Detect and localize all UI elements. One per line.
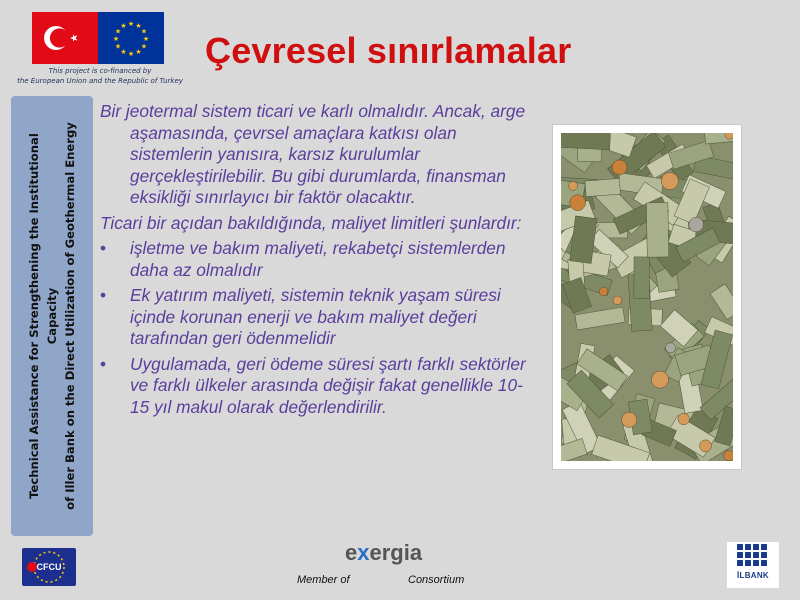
exergia-x: x — [357, 540, 370, 565]
coin-shape — [599, 287, 608, 296]
coin-shape — [678, 413, 690, 425]
banknote-shape — [634, 257, 650, 298]
eu-star-icon: ★ — [140, 42, 148, 51]
coin-shape — [666, 343, 676, 353]
cofinance-note — [0, 66, 200, 86]
eu-star-icon: ★ — [127, 20, 135, 28]
exergia-rest: ergia — [369, 540, 423, 565]
bullet-text: Ek yatırım maliyeti, sistemin teknik yaşam süresi içinde korunan enerji ve bakım maliyet değeri tarafından geri ödenmelidir — [130, 285, 501, 348]
coin-shape — [569, 181, 578, 190]
money-collage-image — [552, 124, 742, 470]
exergia-logo — [345, 540, 465, 566]
sidebar-line-2: of Iller Bank on the Direct Utilization of Geothermal Energy — [63, 122, 77, 510]
paragraph-cost-limits: Ticari bir açıdan bakıldığında, maliyet limitleri şunlardır: — [100, 212, 522, 233]
ilbank-label: İLBANK — [736, 571, 770, 580]
exergia-prefix: e — [345, 540, 358, 565]
slide-body — [100, 101, 540, 422]
bullet-marker: • — [100, 285, 107, 305]
eu-star-icon: ★ — [142, 35, 150, 43]
bullet-item — [100, 354, 540, 419]
banknote-shape — [646, 203, 668, 258]
partner-flags — [32, 12, 164, 64]
bullet-item — [100, 238, 540, 281]
turkey-flag-icon — [32, 12, 98, 64]
eu-flag-icon — [98, 12, 164, 64]
paragraph-commercial: Bir jeotermal sistem ticari ve karlı olmalıdır. Ancak, arge aşamasında, çevrsel amaçlara katkısı olan sistemlerin yanısıra, karsız kurulumlar gerçekleştirilebilir. Bu gibi durumlarda, finansman eksikliği sınırlayıcı bir faktör olacaktır. — [100, 101, 526, 207]
cfcu-label: CFCU — [36, 562, 62, 572]
coin-shape — [622, 412, 637, 427]
eu-star-icon: ★ — [135, 48, 142, 56]
coin-shape — [661, 172, 678, 189]
eu-star-icon: ★ — [112, 35, 120, 43]
coin-shape — [612, 160, 627, 175]
bullet-text: Uygulamada, geri ödeme süresi şartı farklı sektörler ve farklı ülkeler arasında değişir fakat genellikle 10-15 yıl makul olarak değerlendirilir. — [130, 353, 526, 417]
banknote-shape — [585, 178, 620, 196]
eu-star-icon: ★ — [140, 27, 148, 36]
project-sidebar-text — [25, 106, 79, 526]
coin-shape — [613, 296, 622, 305]
coin-shape — [570, 195, 586, 211]
eu-star-icon: ★ — [114, 27, 122, 36]
cfcu-logo — [22, 548, 76, 586]
eu-star-icon: ★ — [114, 42, 122, 51]
banknote-shape — [561, 133, 611, 150]
bullet-item — [100, 285, 540, 350]
consortium-label: Consortium — [408, 574, 465, 586]
coin-shape — [651, 371, 668, 388]
coin-shape — [700, 440, 712, 452]
sidebar-line-1: Technical Assistance for Strengthening the Institutional Capacity — [27, 133, 59, 499]
bullet-text: işletme ve bakım maliyeti, rekabetçi sistemlerden daha az olmalıdır — [130, 238, 506, 280]
eu-star-icon: ★ — [120, 22, 127, 30]
coin-shape — [724, 450, 733, 461]
coin-shape — [689, 217, 704, 232]
bullet-marker: • — [100, 238, 107, 258]
ilbank-logo — [727, 542, 779, 588]
eu-star-icon: ★ — [135, 22, 142, 30]
cofinance-line-1: This project is co-financed by — [48, 67, 152, 75]
eu-star-icon: ★ — [127, 50, 135, 58]
eu-star-icon: ★ — [120, 48, 127, 56]
cofinance-line-2: the European Union and the Republic of Turkey — [17, 77, 183, 85]
member-of-label: Member of — [297, 574, 350, 586]
slide-title: Çevresel sınırlamalar — [205, 30, 572, 71]
bullet-marker: • — [100, 353, 107, 374]
